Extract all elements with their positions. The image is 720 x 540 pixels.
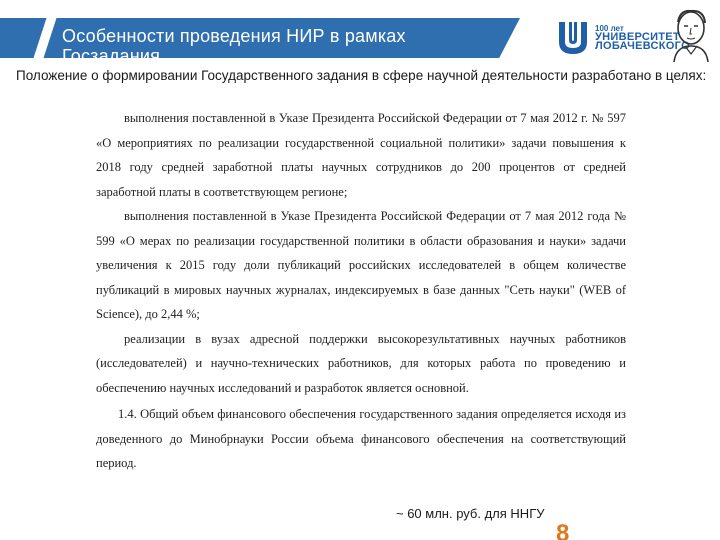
page-number: 8 xyxy=(556,522,570,540)
document-scan xyxy=(96,106,626,476)
paragraph-decree-599: выполнения поставленной в Указе Президента Российской Федерации от 7 мая 2012 года № 599 «О мерах по реализации государственной политики в области образования и науки» задачи увеличения к 2015 году доли публикаций российских исследователей в общем количестве публикаций в мировых научных журналах, индексируемых в базе данных "Сеть науки" (WEB of Science), до 2,44 %; xyxy=(96,209,626,321)
university-logo-icon xyxy=(555,18,591,58)
logo-line-1: 100 лет xyxy=(595,24,624,33)
university-logo xyxy=(555,18,690,62)
slide-title: Особенности проведения НИР в рамках Госзадания xyxy=(62,26,406,66)
funding-note: ~ 60 млн. руб. для ННГУ xyxy=(396,506,545,521)
paragraph-financing: 1.4. Общий объем финансового обеспечения государственного задания определяется исходя из доведенного до Минобрнауки России объема финансового обеспечения на соответствующий период. xyxy=(96,407,626,470)
lobachevsky-portrait-icon xyxy=(668,6,714,62)
intro-text: Положение о формировании Государственного задания в сфере научной деятельности разработано в целях: xyxy=(16,68,707,83)
header xyxy=(0,0,720,66)
paragraph-decree-597: выполнения поставленной в Указе Президента Российской Федерации от 7 мая 2012 г. № 597 «О мероприятиях по реализации государственной социальной политики» задачи повышения к 2018 году средней заработной платы научных сотрудников до 200 процентов от средней заработной платы в соответствующем регионе; xyxy=(96,111,626,199)
logo-line-2: УНИВЕРСИТЕТ xyxy=(595,31,680,43)
paragraph-support: реализации в вузах адресной поддержки высокорезультативных научных работников (исследователей) и научно-технических работников, для которых работа по проведению и обеспечению научных исследований и разработок является основной. xyxy=(96,331,626,395)
logo-line-3: ЛОБАЧЕВСКОГО xyxy=(595,40,690,52)
